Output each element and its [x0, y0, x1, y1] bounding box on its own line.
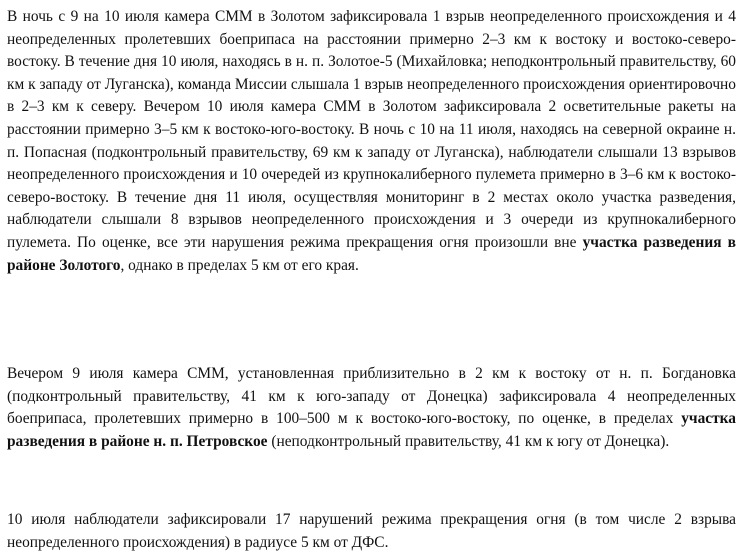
bold-phrase-petrivske-sector: участка разведения в районе н. п. Петровское: [7, 410, 736, 450]
paragraph-text-tail: (неподконтрольный правительству, 41 км к югу от Донецка).: [271, 432, 670, 450]
paragraph-text-tail: , однако в пределах 5 км от его края.: [120, 256, 359, 274]
paragraph-text: В ночь с 9 на 10 июля камера СММ в Золотом зафиксировала 1 взрыв неопределенного происхождения и 4 неопределенных пролетевших боеприпаса на расстоянии примерно 2–3 км к востоку и востоко-северо-востоку. В течение дня 10 июля, находясь в н. п. Золотое-5 (Михайловка; неподконтрольный правительству, 60 км к западу от Луганска), команда Миссии слышала 1 взрыв неопределенного происхождения ориентировочно в 2–3 км к северу. Вечером 10 июля камера СММ в Золотом зафиксировала 2 осветительные ракеты на расстоянии примерно 3–5 км к востоко-юго-востоку. В ночь с 10 на 11 июля, находясь на северной окраине н. п. Попасная (подконтрольный правительству, 69 км к западу от Луганска), наблюдатели слышали 13 взрывов неопределенного происхождения и 10 очередей из крупнокалиберного пулемета примерно в 3–6 км к востоко-северо-востоку. В течение дня 11 июля, осуществляя мониторинг в 2 местах около участка разведения, наблюдатели слышали 8 взрывов неопределенного происхождения и 3 очереди из крупнокалиберного пулемета. По оценке, все эти нарушения режима прекращения огня произошли вне: [7, 8, 736, 251]
paragraph-dfs: [7, 509, 736, 554]
paragraph-text: Вечером 9 июля камера СММ, установленная приблизительно в 2 км к востоку от н. п. Богдановка (подконтрольный правительству, 41 км к юго-западу от Донецка) зафиксировала 4 неопределенных боеприпаса, пролетевших примерно в 100–500 м к востоко-юго-востоку, по оценке, в пределах: [7, 365, 736, 428]
paragraph-petrivske: [7, 363, 736, 453]
paragraph-text: 10 июля наблюдатели зафиксировали 17 нарушений режима прекращения огня (в том числе 2 взрыва неопределенного происхождения) в радиусе 5 км от ДФС.: [7, 511, 736, 551]
bold-phrase-zolote-sector: участка разведения в районе Золотого: [7, 233, 736, 274]
paragraph-zolote: [7, 6, 736, 277]
